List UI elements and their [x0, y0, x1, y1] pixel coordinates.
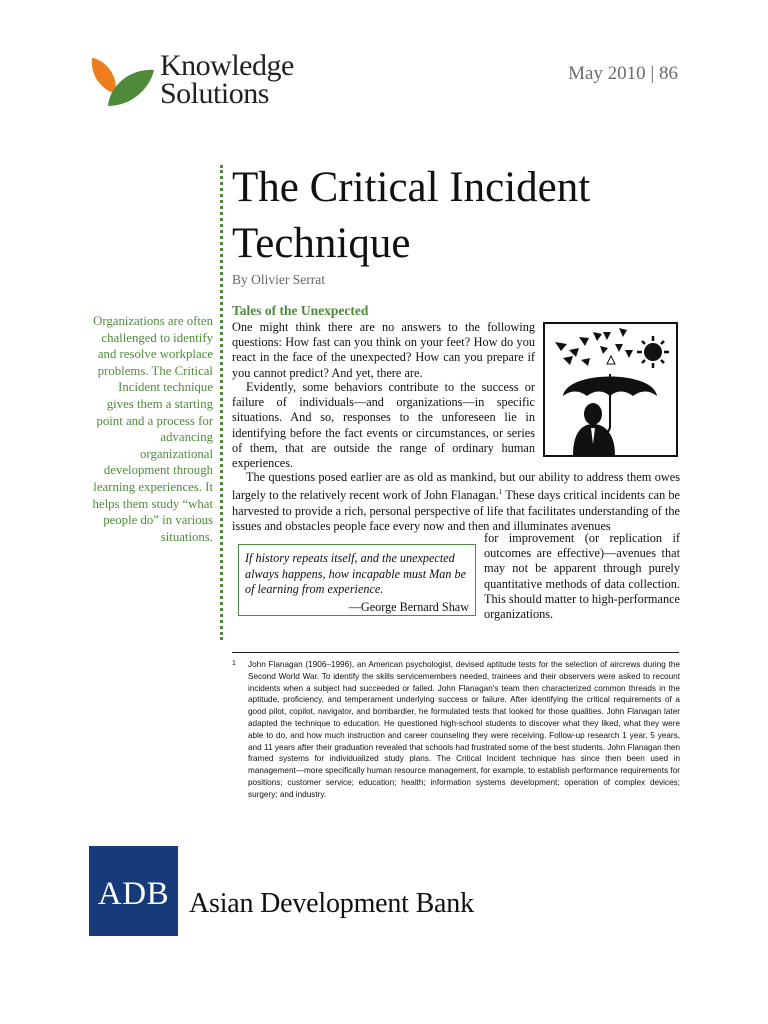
logo-line-2: Solutions: [160, 77, 269, 110]
adb-logo: [89, 846, 178, 936]
issue-date-number: May 2010 | 86: [568, 63, 678, 84]
umbrella-illustration: [543, 322, 678, 457]
paragraph-3-part-2: These days critical incidents can be harvested to provide a rich, personal perspective of life that facilitates understanding of the issues and obstacles people face every now and then and illuminates avenues: [232, 488, 681, 533]
body-paragraph-2: Evidently, some behaviors contribute to the success or failure of individuals—and organizations—in specific situations. And so, responses to the unforeseen lie in identifying before the fact events or circumstances, or series of them, that are outside the range of ordinary human experiences.: [232, 380, 535, 471]
paragraph-3-part-1: The questions posed earlier are as old as mankind, but our ability to address them owes largely to the relatively recent work of John Flanagan.: [232, 470, 680, 503]
section-heading: Tales of the Unexpected: [232, 303, 369, 318]
footnote-text: John Flanagan (1906–1996), an American psychologist, devised aptitude tests for the selection of aircrews during the Second World War. To identify the skills servicemembers needed, trainees and their observers were asked to recount incidents when a subject had succeeded or failed. John Flanagan's team then characterized common threads in the aptitude, proficiency, and temperament underlying success or failure. After identifying the critical requirements of a good pilot, copilot, navigator, and bombardier, he formulated tests that looked for those qualities. John Flanagan later adapted the technique to education. He questioned high-school students to discover what they liked, what they were able to do, and how much instruction and career counseling they were receiving. Follow-up research 1 year, 5 years, and 11 years after their graduation revealed that schools had frustrated some of the best students. John Flanagan then framed systems for individualized study plans. The Critical Incident technique has since then been used in management—more specifically human resource management, for example, to establish performance requirements for positions; customer service; education; health; information systems development; operation of complex devices; surgery; and industry.: [248, 660, 680, 799]
page-title: The Critical Incident Technique: [232, 164, 591, 267]
knowledge-solutions-logo: [88, 49, 318, 112]
logo-wordmark: [160, 49, 294, 110]
quote-attribution: —George Bernard Shaw: [348, 599, 469, 614]
body-paragraph-3: [232, 470, 680, 534]
pull-quote-box: [238, 544, 476, 616]
sidebar-summary: Organizations are often challenged to identify and resolve workplace problems. The Critical Incident technique gives them a starting point and a process for advancing organizational development through learning experiences. It helps them study “what people do” in various situations.: [92, 314, 213, 544]
logo-line-1: Knowledge: [160, 49, 294, 82]
dotted-divider: [220, 165, 223, 640]
adb-logo-text: ADB: [97, 876, 170, 912]
byline: By Olivier Serrat: [232, 272, 325, 287]
leaf-icon: [88, 54, 158, 110]
footnote-mark: 1: [232, 660, 236, 667]
umbrella-man-icon: [545, 324, 676, 455]
quote-text: If history repeats itself, and the unexpected always happens, how incapable must Man be of learning from experience.: [245, 551, 467, 596]
body-paragraph-1: One might think there are no answers to the following questions: How fast can you think on your feet? How do you react in the face of the unexpected? How can you prepare if you cannot predict? And yet, there are.: [232, 320, 535, 380]
body-paragraph-4: for improvement (or replication if outcomes are effective)—avenues that may not be apparent through purely quantitative methods of data collection. This should matter to high-performance organizations.: [484, 531, 681, 622]
adb-name: Asian Development Bank: [189, 888, 474, 919]
footnote-rule: [232, 652, 679, 653]
footnote-reference[interactable]: 1: [498, 488, 503, 497]
